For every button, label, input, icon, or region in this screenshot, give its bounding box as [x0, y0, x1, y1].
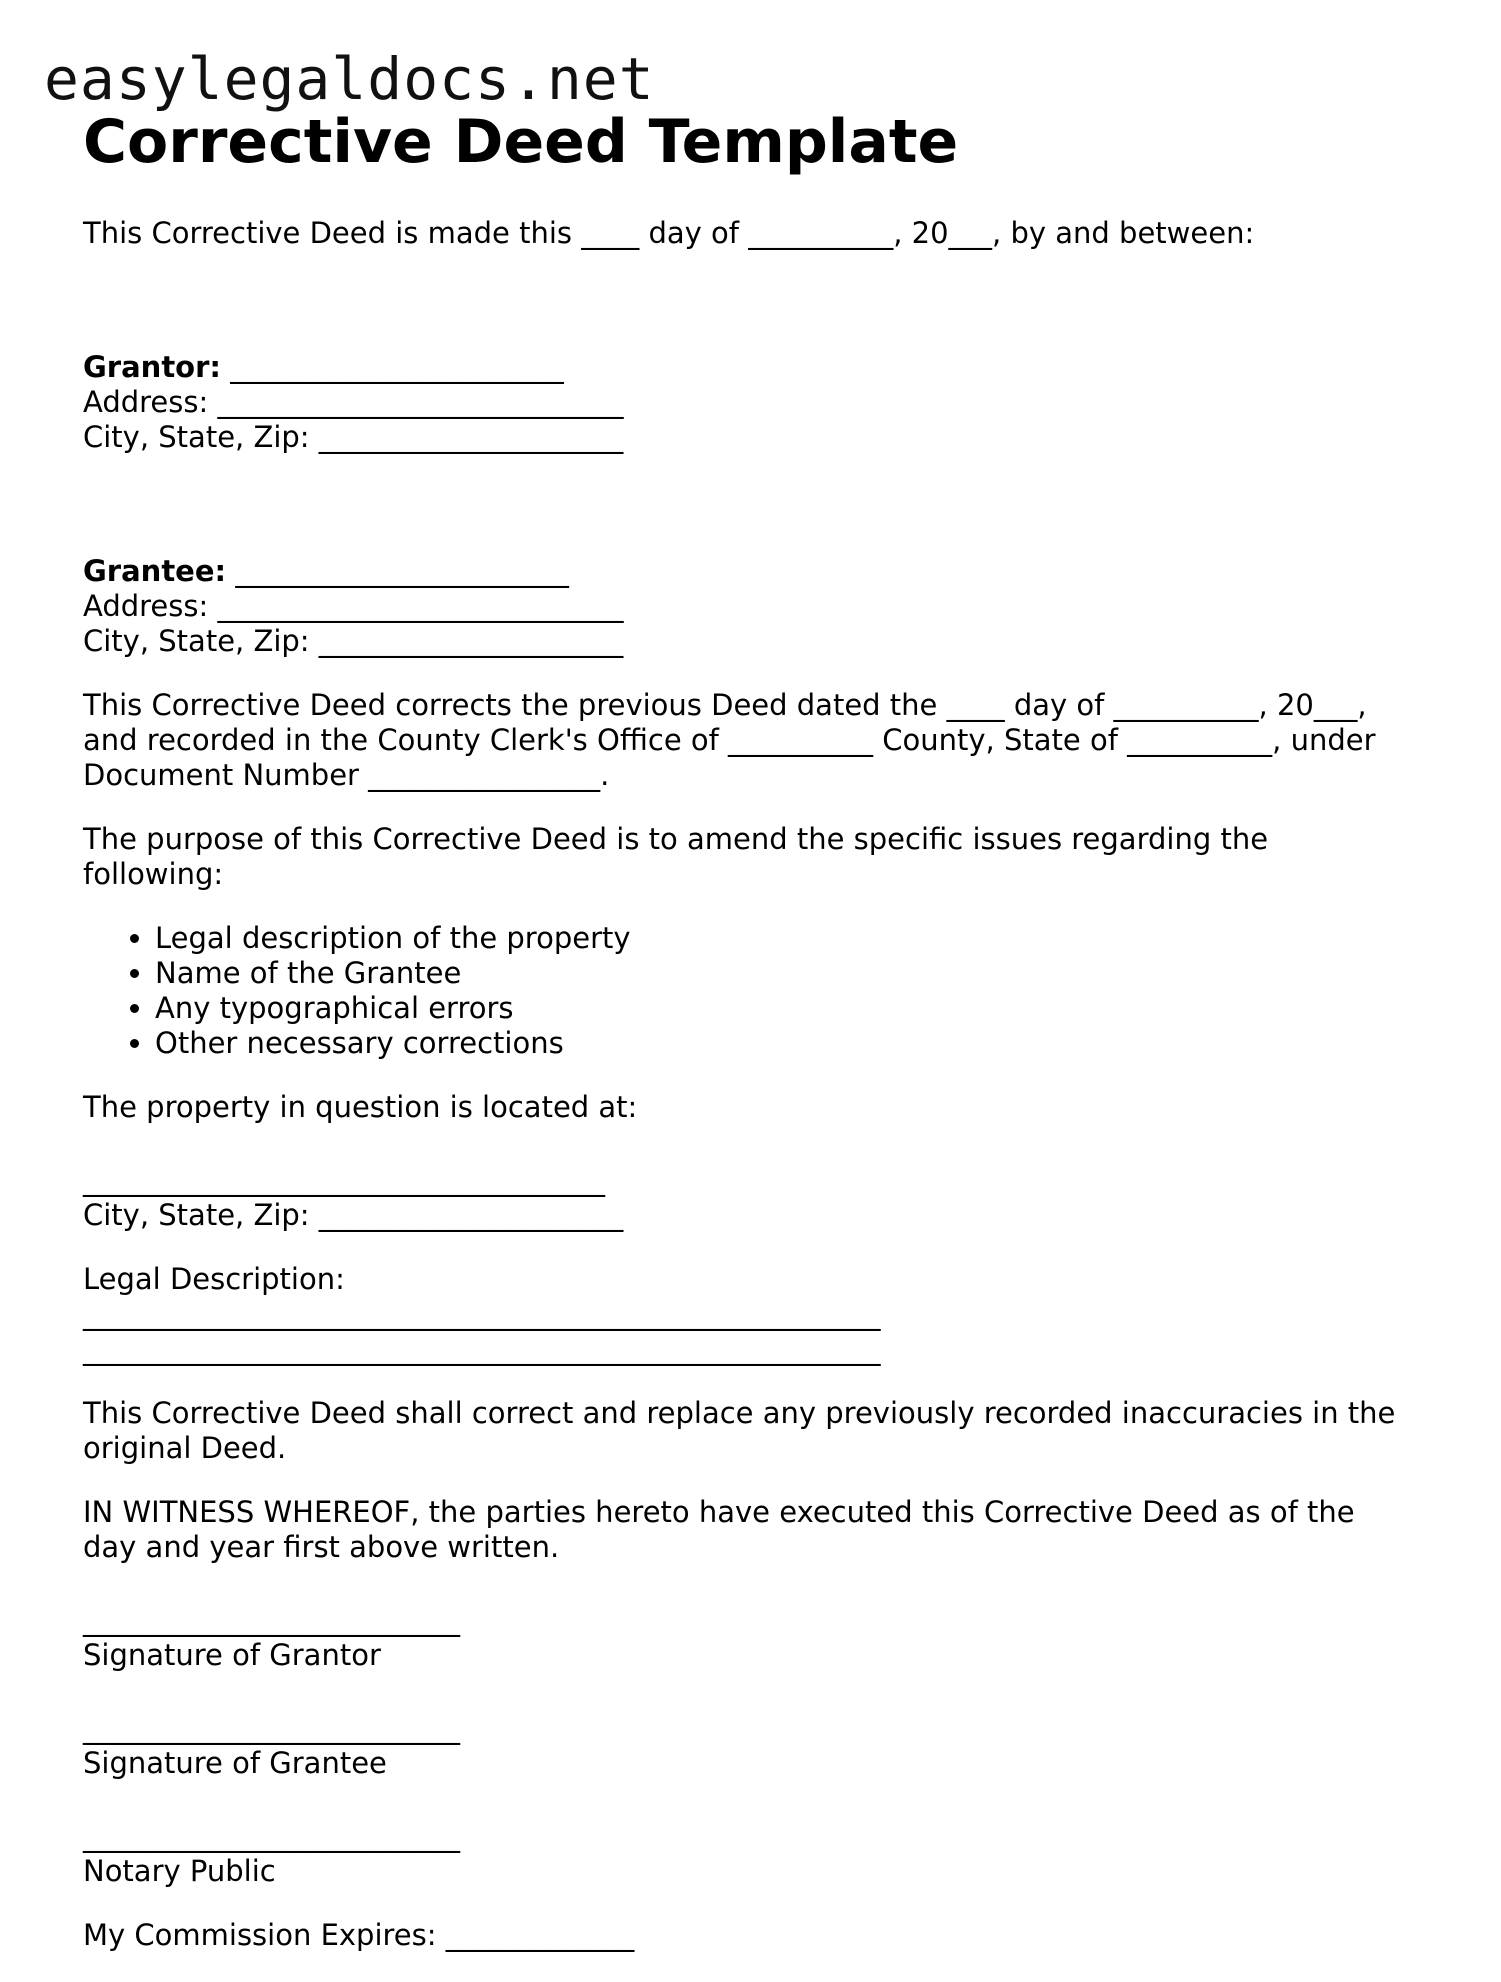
commission-expires: My Commission Expires: _____________	[83, 1918, 635, 1952]
signature-line: __________________________	[83, 1603, 460, 1637]
corrects-line-2: and recorded in the County Clerk's Office of __________ County, State of __________, under	[83, 723, 1376, 757]
purpose-line-1: The purpose of this Corrective Deed is to amend the specific issues regarding the	[83, 822, 1269, 856]
corrects-line-3: Document Number ________________.	[83, 758, 610, 792]
signature-label: Notary Public	[83, 1854, 276, 1888]
signature-label: Signature of Grantee	[83, 1746, 387, 1780]
legal-description-blank-1: _______________________________________________________	[83, 1297, 881, 1331]
witness-line-1: IN WITNESS WHEREOF, the parties hereto have executed this Corrective Deed as of the	[83, 1495, 1355, 1529]
property-label: The property in question is located at:	[83, 1090, 638, 1124]
corrects-line-1: This Corrective Deed corrects the previous Deed dated the ____ day of __________, 20___,	[83, 688, 1367, 722]
witness-line-2: day and year first above written.	[83, 1530, 560, 1564]
notary-block	[83, 1819, 1443, 1889]
purpose-paragraph	[83, 822, 1443, 892]
grantee-label: Grantee:	[83, 554, 227, 588]
legal-description-block	[83, 1262, 1443, 1367]
signature-grantor-block	[83, 1603, 1443, 1673]
watermark: easylegaldocs.net	[44, 45, 655, 113]
grantor-address: Address: ____________________________	[83, 385, 624, 419]
list-item: • Name of the Grantee	[155, 956, 1443, 991]
list-item: • Legal description of the property	[155, 921, 1443, 956]
document-body	[83, 216, 1443, 1982]
issues-list	[83, 921, 1443, 1061]
grantee-name-blank: _______________________	[226, 554, 569, 588]
intro-paragraph: This Corrective Deed is made this ____ day of __________, 20___, by and between:	[83, 216, 1255, 250]
replace-line-2: original Deed.	[83, 1431, 287, 1465]
grantee-block	[83, 484, 1443, 659]
property-city: City, State, Zip: _____________________	[83, 1198, 624, 1232]
legal-description-label: Legal Description:	[83, 1262, 345, 1296]
grantor-city: City, State, Zip: _____________________	[83, 420, 624, 454]
purpose-line-2: following:	[83, 857, 224, 891]
grantor-name-blank: _______________________	[221, 350, 564, 384]
signature-label: Signature of Grantor	[83, 1638, 381, 1672]
corrects-paragraph	[83, 688, 1443, 793]
grantee-address: Address: ____________________________	[83, 589, 624, 623]
list-item: • Other necessary corrections	[155, 1026, 1443, 1061]
grantee-city: City, State, Zip: _____________________	[83, 624, 624, 658]
signature-line: __________________________	[83, 1819, 460, 1853]
grantor-block	[83, 280, 1443, 455]
replace-paragraph	[83, 1396, 1443, 1466]
replace-line-1: This Corrective Deed shall correct and replace any previously recorded inaccuracies in the	[83, 1396, 1396, 1430]
property-address-blank: ____________________________________	[83, 1163, 605, 1197]
page-title: Corrective Deed Template	[83, 107, 959, 177]
witness-paragraph	[83, 1495, 1443, 1565]
property-block	[83, 1163, 1443, 1233]
legal-description-blank-2: _______________________________________________________	[83, 1332, 881, 1366]
list-item: • Any typographical errors	[155, 991, 1443, 1026]
grantor-label: Grantor:	[83, 350, 222, 384]
signature-grantee-block	[83, 1711, 1443, 1781]
signature-line: __________________________	[83, 1711, 460, 1745]
